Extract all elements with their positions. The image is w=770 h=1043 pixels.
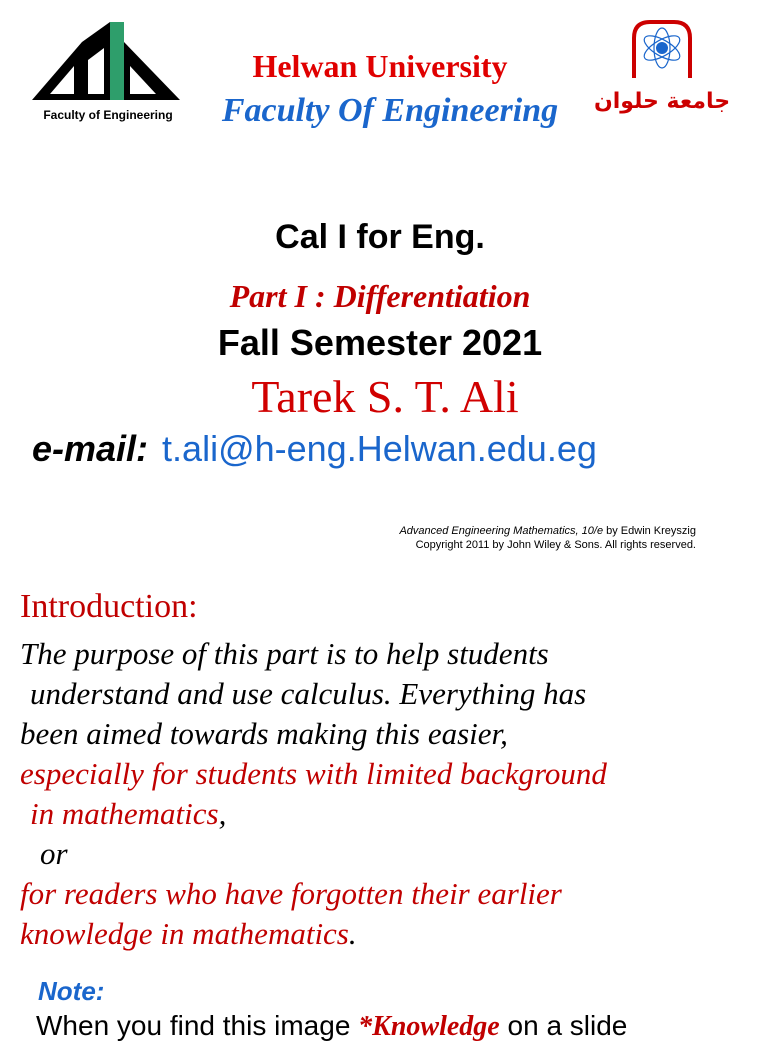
email-row <box>32 428 597 470</box>
note-heading: Note: <box>38 976 105 1006</box>
copyright-notice <box>399 524 696 552</box>
copyright-line: Copyright 2011 by John Wiley & Sons. All rights reserved. <box>415 539 696 551</box>
email-link[interactable]: t.ali@h-eng.Helwan.edu.eg <box>162 428 597 469</box>
intro-line: understand and use calculus. Everything has <box>30 676 587 711</box>
intro-line: or <box>40 836 68 871</box>
email-label: e-mail: <box>32 428 149 469</box>
intro-punctuation: . <box>348 916 357 951</box>
university-seal-text: جامعة حلوان <box>593 89 731 114</box>
part-title: Part I : Differentiation <box>229 278 531 314</box>
author-name: Tarek S. T. Ali <box>251 371 519 422</box>
note-text-before: When you find this image <box>36 1010 359 1041</box>
faculty-logo-caption: Faculty of Engineering <box>43 108 173 122</box>
intro-punctuation: , <box>218 796 227 831</box>
note-knowledge-marker: *Knowledge <box>358 1011 500 1042</box>
book-title: Advanced Engineering Mathematics, 10/e <box>399 525 604 537</box>
university-seal-logo <box>593 16 731 116</box>
intro-line-highlight: in mathematics <box>30 796 219 831</box>
intro-body <box>20 634 760 954</box>
intro-line-highlight: for readers who have forgotten their earlier <box>20 876 562 911</box>
intro-line-highlight: especially for students with limited background <box>20 756 607 791</box>
note-text <box>36 1010 627 1043</box>
faculty-name: Faculty Of Engineering <box>221 92 559 129</box>
note-text-after: on a slide <box>499 1010 628 1041</box>
university-name: Helwan University <box>252 48 508 84</box>
intro-heading: Introduction: <box>20 588 198 625</box>
intro-line: been aimed towards making this easier, <box>20 716 508 751</box>
intro-line-highlight: knowledge in mathematics <box>20 916 349 951</box>
semester: Fall Semester 2021 <box>217 322 543 363</box>
course-title: Cal I for Eng. <box>275 218 485 256</box>
intro-line: The purpose of this part is to help students <box>20 636 549 671</box>
book-author: by Edwin Kreyszig <box>603 525 696 537</box>
